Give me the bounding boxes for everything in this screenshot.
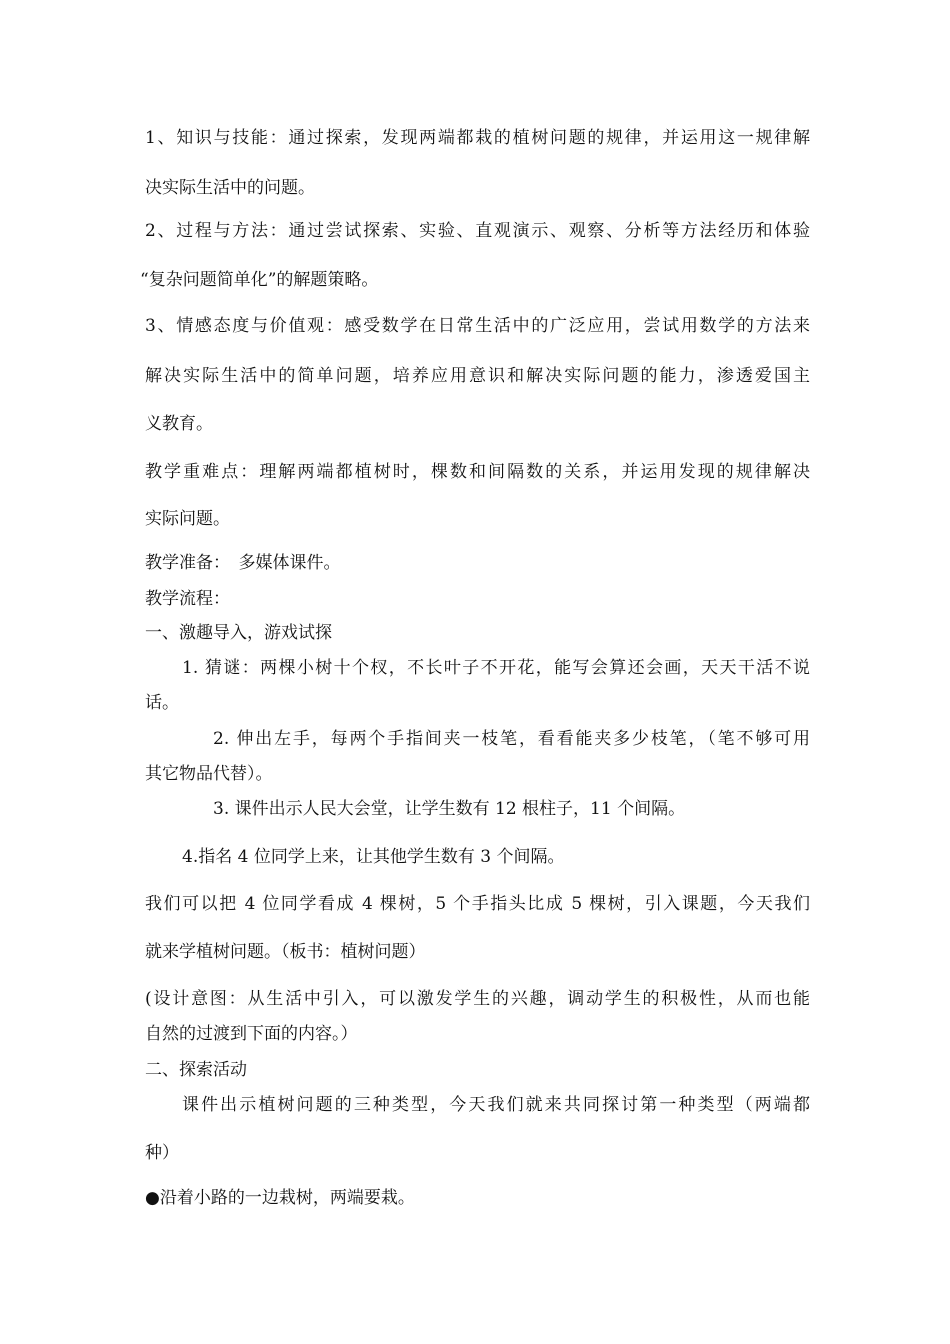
intro-paragraph-line-1: 我们可以把 4 位同学看成 4 棵树，5 个手指头比成 5 棵树，引入课题，今天我们 (145, 894, 810, 914)
design-intent-line-1: (设计意图：从生活中引入，可以激发学生的兴趣，调动学生的积极性，从而也能 (145, 989, 810, 1009)
objective-1-line-2: 决实际生活中的问题。 (145, 178, 315, 198)
section-2-title: 二、探索活动 (145, 1060, 247, 1080)
objective-2-line-1: 2、过程与方法：通过尝试探索、实验、直观演示、观察、分析等方法经历和体验 (145, 221, 810, 241)
intro-paragraph-line-2: 就来学植树问题。（板书：植树问题） (145, 942, 426, 962)
hand-activity-line-2: 其它物品代替）。 (145, 764, 273, 784)
objective-3-line-1: 3、情感态度与价值观：感受数学在日常生活中的广泛应用，尝试用数学的方法来 (145, 316, 810, 336)
hand-activity-line-1: 2. 伸出左手，每两个手指间夹一枝笔，看看能夹多少枝笔，（笔不够可用 (213, 729, 810, 749)
section-2-paragraph-line-2: 种） (145, 1143, 179, 1163)
key-points-line-2: 实际问题。 (145, 509, 230, 529)
section-1-title: 一、激趣导入，游戏试探 (145, 623, 332, 643)
preparation-line: 教学准备： 多媒体课件。 (145, 553, 341, 573)
bullet-roadside-planting: ●沿着小路的一边栽树，两端要栽。 (145, 1188, 415, 1208)
riddle-line-2: 话。 (145, 693, 179, 713)
objective-1-line-1: 1、知识与技能：通过探索，发现两端都栽的植树问题的规律，并运用这一规律解 (145, 128, 810, 148)
process-title: 教学流程： (145, 589, 230, 609)
objective-3-line-3: 义教育。 (145, 414, 213, 434)
section-2-paragraph-line-1: 课件出示植树问题的三种类型，今天我们就来共同探讨第一种类型（两端都 (182, 1095, 810, 1115)
key-points-line-1: 教学重难点：理解两端都植树时，棵数和间隔数的关系，并运用发现的规律解决 (145, 462, 810, 482)
objective-2-line-2: “复杂问题简单化”的解题策略。 (140, 270, 379, 290)
riddle-line-1: 1. 猜谜：两棵小树十个杈，不长叶子不开花，能写会算还会画，天天干活不说 (182, 658, 810, 678)
students-interval-line: 4.指名 4 位同学上来，让其他学生数有 3 个间隔。 (182, 847, 565, 867)
objective-3-line-2: 解决实际生活中的简单问题，培养应用意识和解决实际问题的能力，渗透爱国主 (145, 366, 810, 386)
design-intent-line-2: 自然的过渡到下面的内容。） (145, 1024, 358, 1044)
hall-pillars-line: 3. 课件出示人民大会堂，让学生数有 12 根柱子，11 个间隔。 (213, 799, 686, 819)
